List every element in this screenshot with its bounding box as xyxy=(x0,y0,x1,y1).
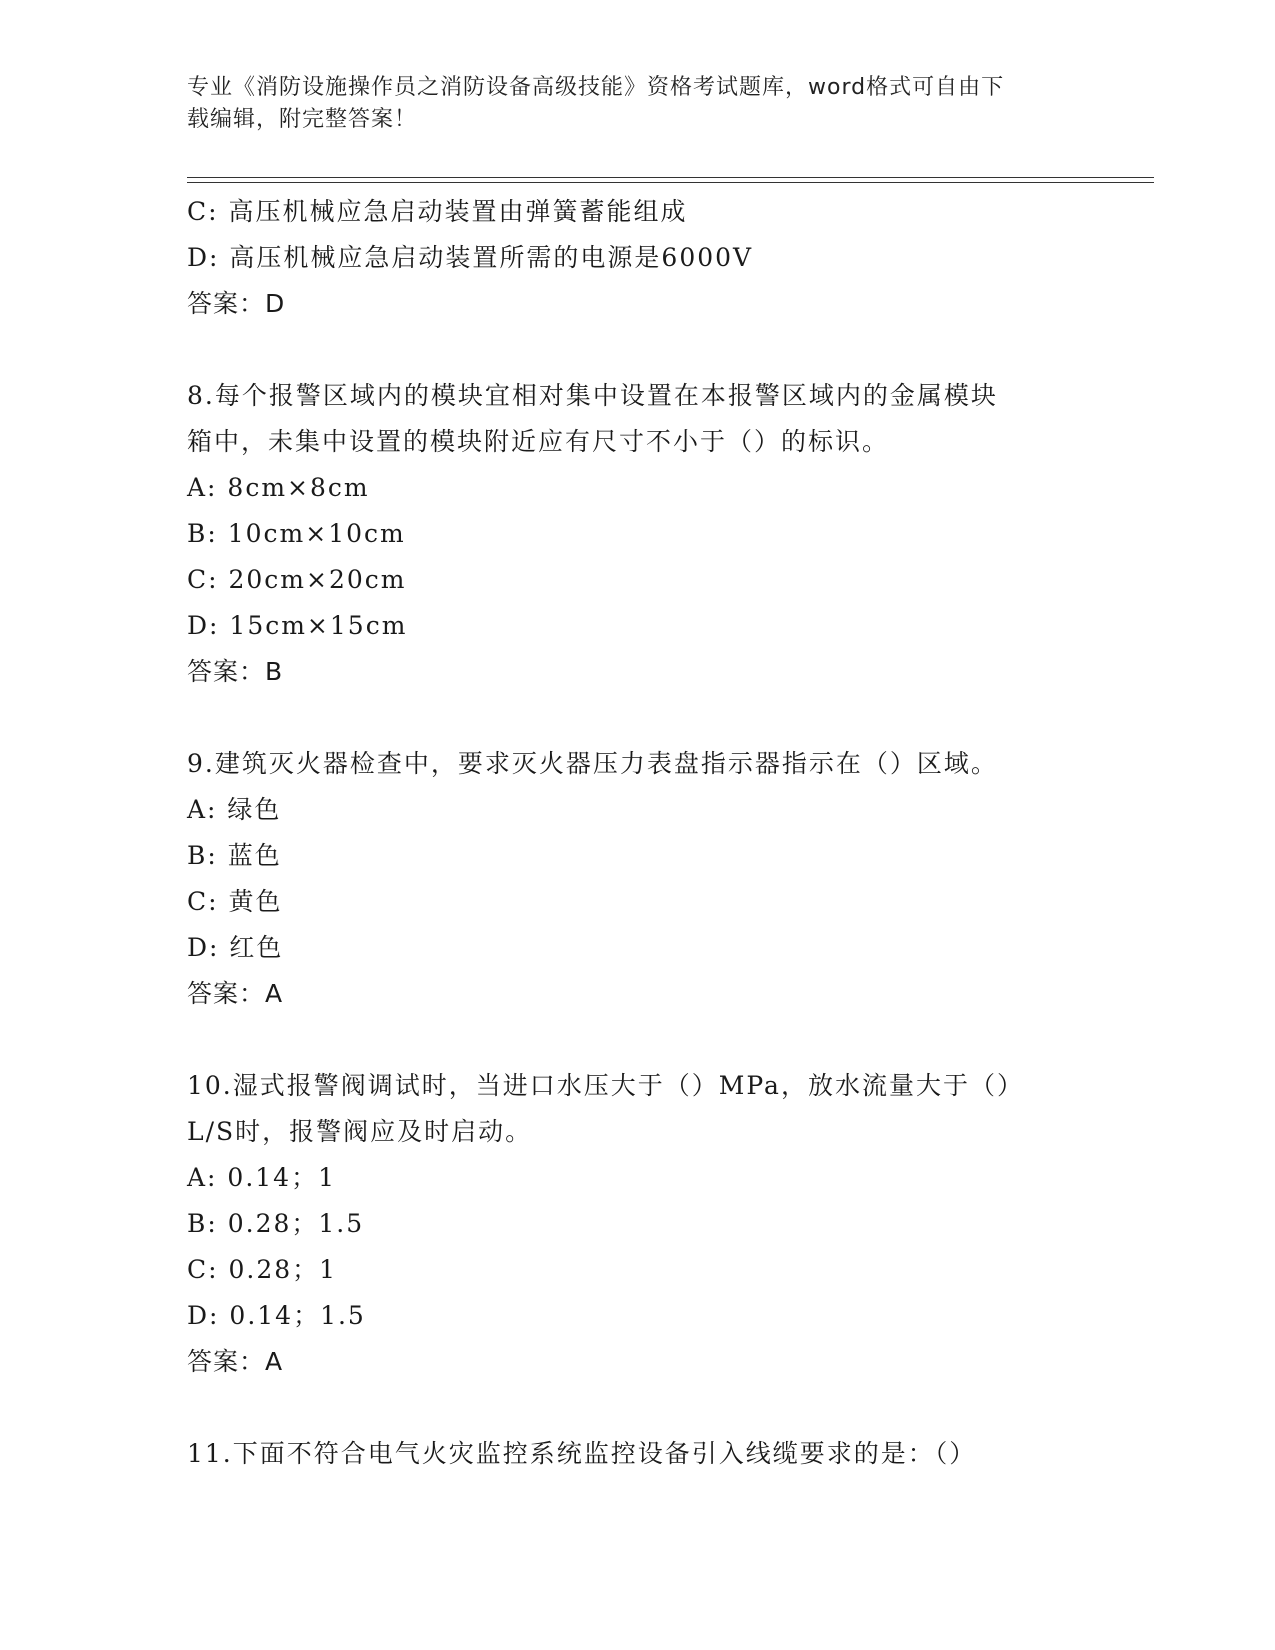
question-7 xyxy=(187,189,1087,327)
spacer xyxy=(187,1385,1087,1431)
header-divider-top xyxy=(187,177,1154,178)
header-line-2: 载编辑，附完整答案！ xyxy=(187,107,418,132)
option-d: D: 15cm×15cm xyxy=(187,611,408,640)
header-divider-bottom xyxy=(187,182,1154,183)
option-c: C: 高压机械应急启动装置由弹簧蓄能组成 xyxy=(187,197,688,226)
spacer xyxy=(187,1017,1087,1063)
option-a: A: 绿色 xyxy=(187,795,282,824)
question-list xyxy=(187,189,1087,1477)
question-9 xyxy=(187,741,1087,1017)
document-header xyxy=(187,72,1077,136)
question-10 xyxy=(187,1063,1087,1385)
question-11 xyxy=(187,1431,1087,1477)
option-d: D: 红色 xyxy=(187,933,284,962)
option-c: C: 黄色 xyxy=(187,887,283,916)
answer: 答案：A xyxy=(187,979,284,1008)
question-stem-line-1: 9.建筑灭火器检查中，要求灭火器压力表盘指示器指示在（）区域。 xyxy=(187,749,998,778)
question-stem-line-2: L/S时，报警阀应及时启动。 xyxy=(187,1117,533,1146)
answer: 答案：D xyxy=(187,289,286,318)
option-b: B: 蓝色 xyxy=(187,841,282,870)
question-stem-line-2: 箱中，未集中设置的模块附近应有尺寸不小于（）的标识。 xyxy=(187,427,890,456)
option-b: B: 0.28；1.5 xyxy=(187,1209,365,1238)
option-c: C: 20cm×20cm xyxy=(187,565,407,594)
question-8 xyxy=(187,373,1087,695)
option-a: A: 8cm×8cm xyxy=(187,473,370,502)
question-stem-line-1: 10.湿式报警阀调试时，当进口水压大于（）MPa，放水流量大于（） xyxy=(187,1071,1024,1100)
option-b: B: 10cm×10cm xyxy=(187,519,406,548)
spacer xyxy=(187,695,1087,741)
header-line-1: 专业《消防设施操作员之消防设备高级技能》资格考试题库，word格式可自由下 xyxy=(187,75,1005,100)
option-a: A: 0.14；1 xyxy=(187,1163,336,1192)
option-d: D: 0.14；1.5 xyxy=(187,1301,366,1330)
option-c: C: 0.28；1 xyxy=(187,1255,338,1284)
question-stem-line-1: 11.下面不符合电气火灾监控系统监控设备引入线缆要求的是：（） xyxy=(187,1439,977,1468)
spacer xyxy=(187,327,1087,373)
option-d: D: 高压机械应急启动装置所需的电源是6000V xyxy=(187,243,754,272)
question-stem-line-1: 8.每个报警区域内的模块宜相对集中设置在本报警区域内的金属模块 xyxy=(187,381,998,410)
answer: 答案：B xyxy=(187,657,284,686)
answer: 答案：A xyxy=(187,1347,284,1376)
